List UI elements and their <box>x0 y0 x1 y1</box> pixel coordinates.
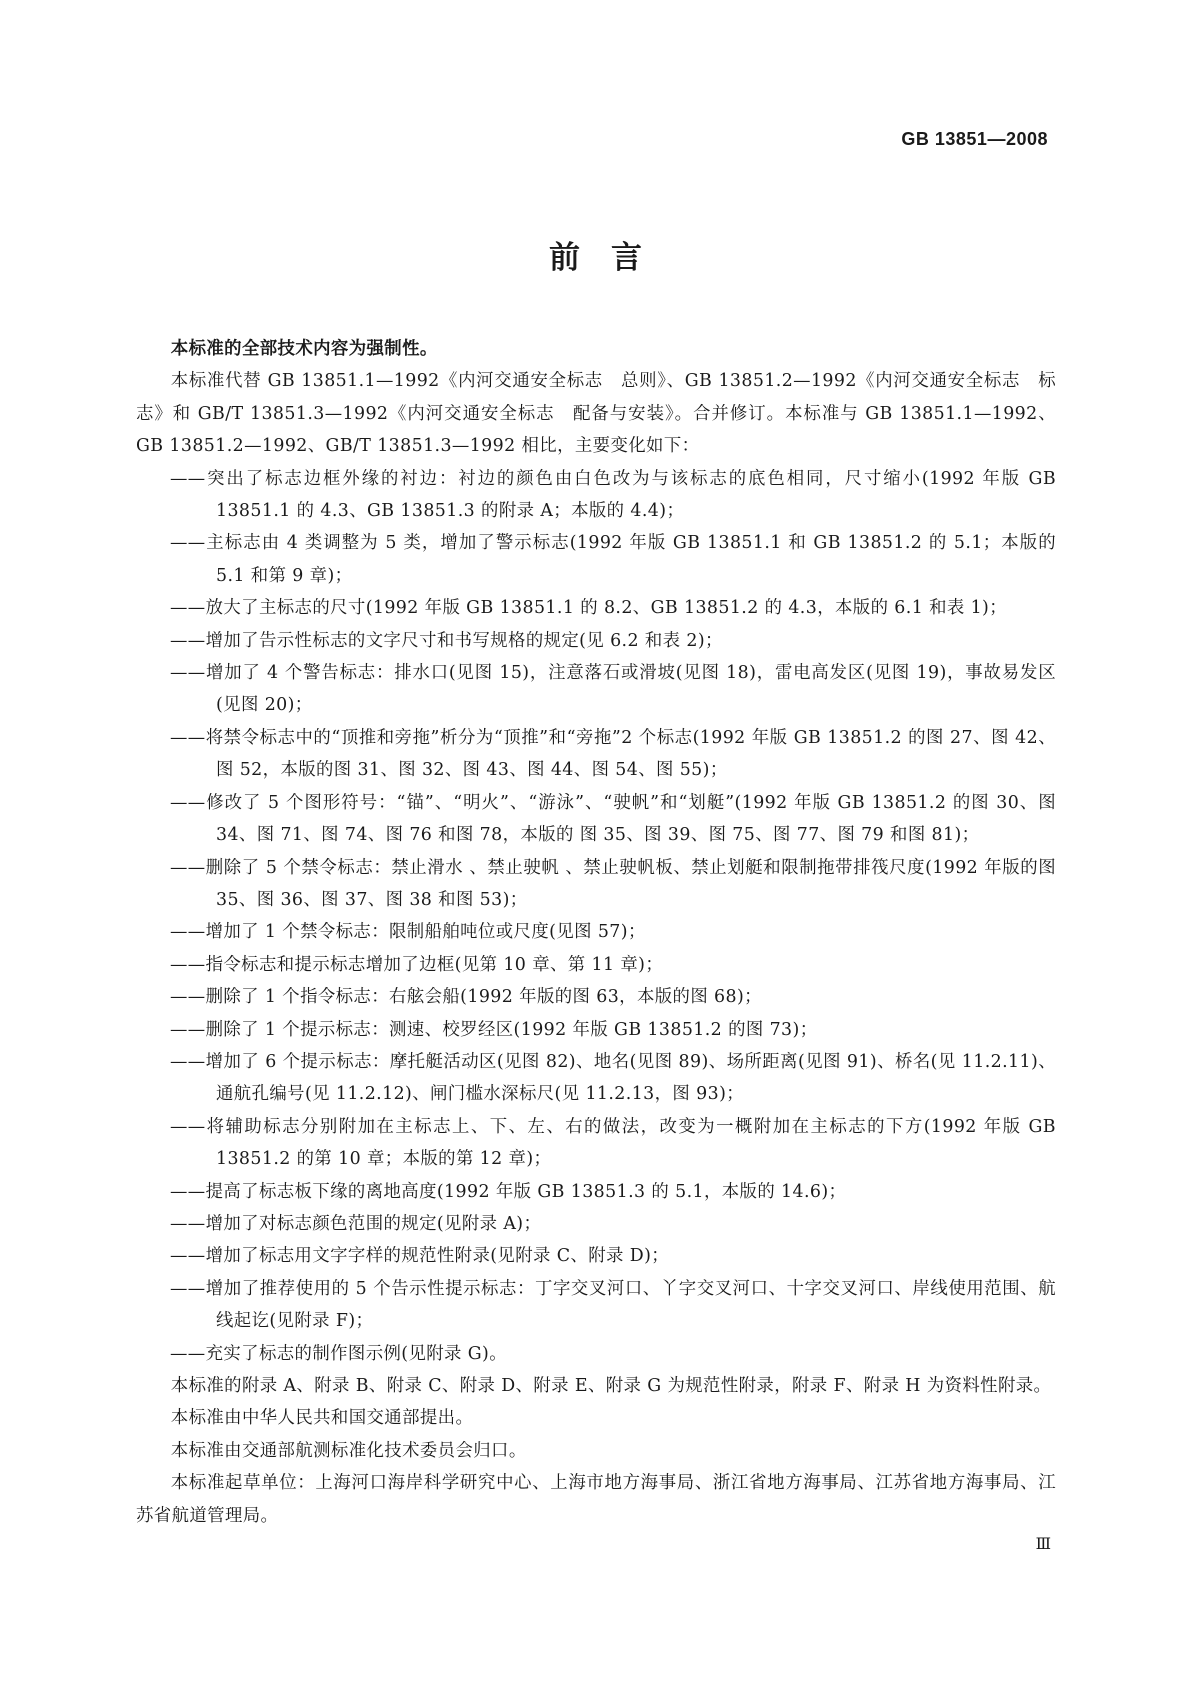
page-title: 前 言 <box>549 240 642 276</box>
change-item: ——删除了 1 个提示标志：测速、校罗经区(1992 年版 GB 13851.2 的图 73)； <box>170 1019 818 1040</box>
standard-number: GB 13851—2008 <box>901 129 1048 149</box>
proposer-paragraph: 本标准由中华人民共和国交通部提出。 <box>170 1408 474 1429</box>
annex-paragraph: 本标准的附录 A、附录 B、附录 C、附录 D、附录 E、附录 G 为规范性附录，附录 F、附录 H 为资料性附录。 <box>170 1376 1052 1396</box>
change-item: ——增加了 6 个提示标志：摩托艇活动区(见图 82)、地名(见图 89)、场所距离(见图 91)、桥名(见 11.2.11)、通航孔编号(见 11.2.12)、闸门槛水深标尺(见 11.2.13，图 93)； <box>170 1051 1056 1105</box>
change-item: ——突出了标志边框外缘的衬边：衬边的颜色由白色改为与该标志的底色相同，尺寸缩小(1992 年版 GB 13851.1 的 4.3、GB 13851.3 的附录 A；本版的 4.4)； <box>170 468 1056 522</box>
replacement-paragraph: 本标准代替 GB 13851.1—1992《内河交通安全标志 总则》、GB 13851.2—1992《内河交通安全标志 标志》和 GB/T 13851.3—1992《内河交通安全标志 配备与安装》。合并修订。本标准与 GB 13851.1—1992、GB 13851.2—1992、GB/T 13851.3—1992 相比，主要变化如下： <box>136 371 1056 457</box>
change-item: ——增加了 4 个警告标志：排水口(见图 15)，注意落石或滑坡(见图 18)，雷电高发区(见图 19)，事故易发区(见图 20)； <box>170 663 1056 716</box>
change-item: ——将辅助标志分别附加在主标志上、下、左、右的做法，改变为一概附加在主标志的下方(1992 年版 GB 13851.2 的第 10 章；本版的第 12 章)； <box>170 1116 1056 1170</box>
change-item: ——增加了对标志颜色范围的规定(见附录 A)； <box>170 1213 542 1234</box>
change-item: ——增加了 1 个禁令标志：限制船舶吨位或尺度(见图 57)； <box>170 922 646 943</box>
change-item: ——删除了 1 个指令标志：右舷会船(1992 年版的图 63，本版的图 68)； <box>170 987 762 1008</box>
change-item: ——指令标志和提示标志增加了边框(见第 10 章、第 11 章)； <box>170 954 664 975</box>
change-item: ——删除了 5 个禁令标志：禁止滑水 、禁止驶帆 、禁止驶帆板、禁止划艇和限制拖带排筏尺度(1992 年版的图 35、图 36、图 37、图 38 和图 53)； <box>170 857 1056 910</box>
mandatory-statement: 本标准的全部技术内容为强制性。 <box>170 339 438 359</box>
change-item: ——提高了标志板下缘的离地高度(1992 年版 GB 13851.3 的 5.1，本版的 14.6)； <box>170 1181 847 1202</box>
change-item: ——增加了标志用文字字样的规范性附录(见附录 C、附录 D)； <box>170 1246 670 1267</box>
page-number: Ⅲ <box>1035 1534 1051 1553</box>
change-item: ——增加了告示性标志的文字尺寸和书写规格的规定(见 6.2 和表 2)； <box>170 630 723 651</box>
committee-paragraph: 本标准由交通部航测标准化技术委员会归口。 <box>170 1440 527 1461</box>
document-body <box>136 333 1056 1532</box>
change-item: ——修改了 5 个图形符号：“锚”、“明火”、“游泳”、“驶帆”和“划艇”(1992 年版 GB 13851.2 的图 30、图 34、图 71、图 74、图 76 和图 78，本版的 图 35、图 39、图 75、图 77、图 79 和图 81)； <box>170 792 1056 846</box>
change-item: ——充实了标志的制作图示例(见附录 G)。 <box>170 1343 508 1364</box>
change-item: ——主标志由 4 类调整为 5 类，增加了警示标志(1992 年版 GB 13851.1 和 GB 13851.2 的 5.1；本版的 5.1 和第 9 章)； <box>170 533 1056 586</box>
change-item: ——放大了主标志的尺寸(1992 年版 GB 13851.1 的 8.2、GB 13851.2 的 4.3，本版的 6.1 和表 1)； <box>170 598 1008 619</box>
drafting-units-paragraph: 本标准起草单位：上海河口海岸科学研究中心、上海市地方海事局、浙江省地方海事局、江苏省地方海事局、江苏省航道管理局。 <box>136 1473 1056 1526</box>
change-item: ——将禁令标志中的“顶推和旁拖”析分为“顶推”和“旁拖”2 个标志(1992 年版 GB 13851.2 的图 27、图 42、图 52，本版的图 31、图 32、图 43、图 44、图 54、图 55)； <box>170 727 1056 781</box>
change-item: ——增加了推荐使用的 5 个告示性提示标志：丁字交叉河口、丫字交叉河口、十字交叉河口、岸线使用范围、航线起讫(见附录 F)； <box>170 1278 1056 1332</box>
